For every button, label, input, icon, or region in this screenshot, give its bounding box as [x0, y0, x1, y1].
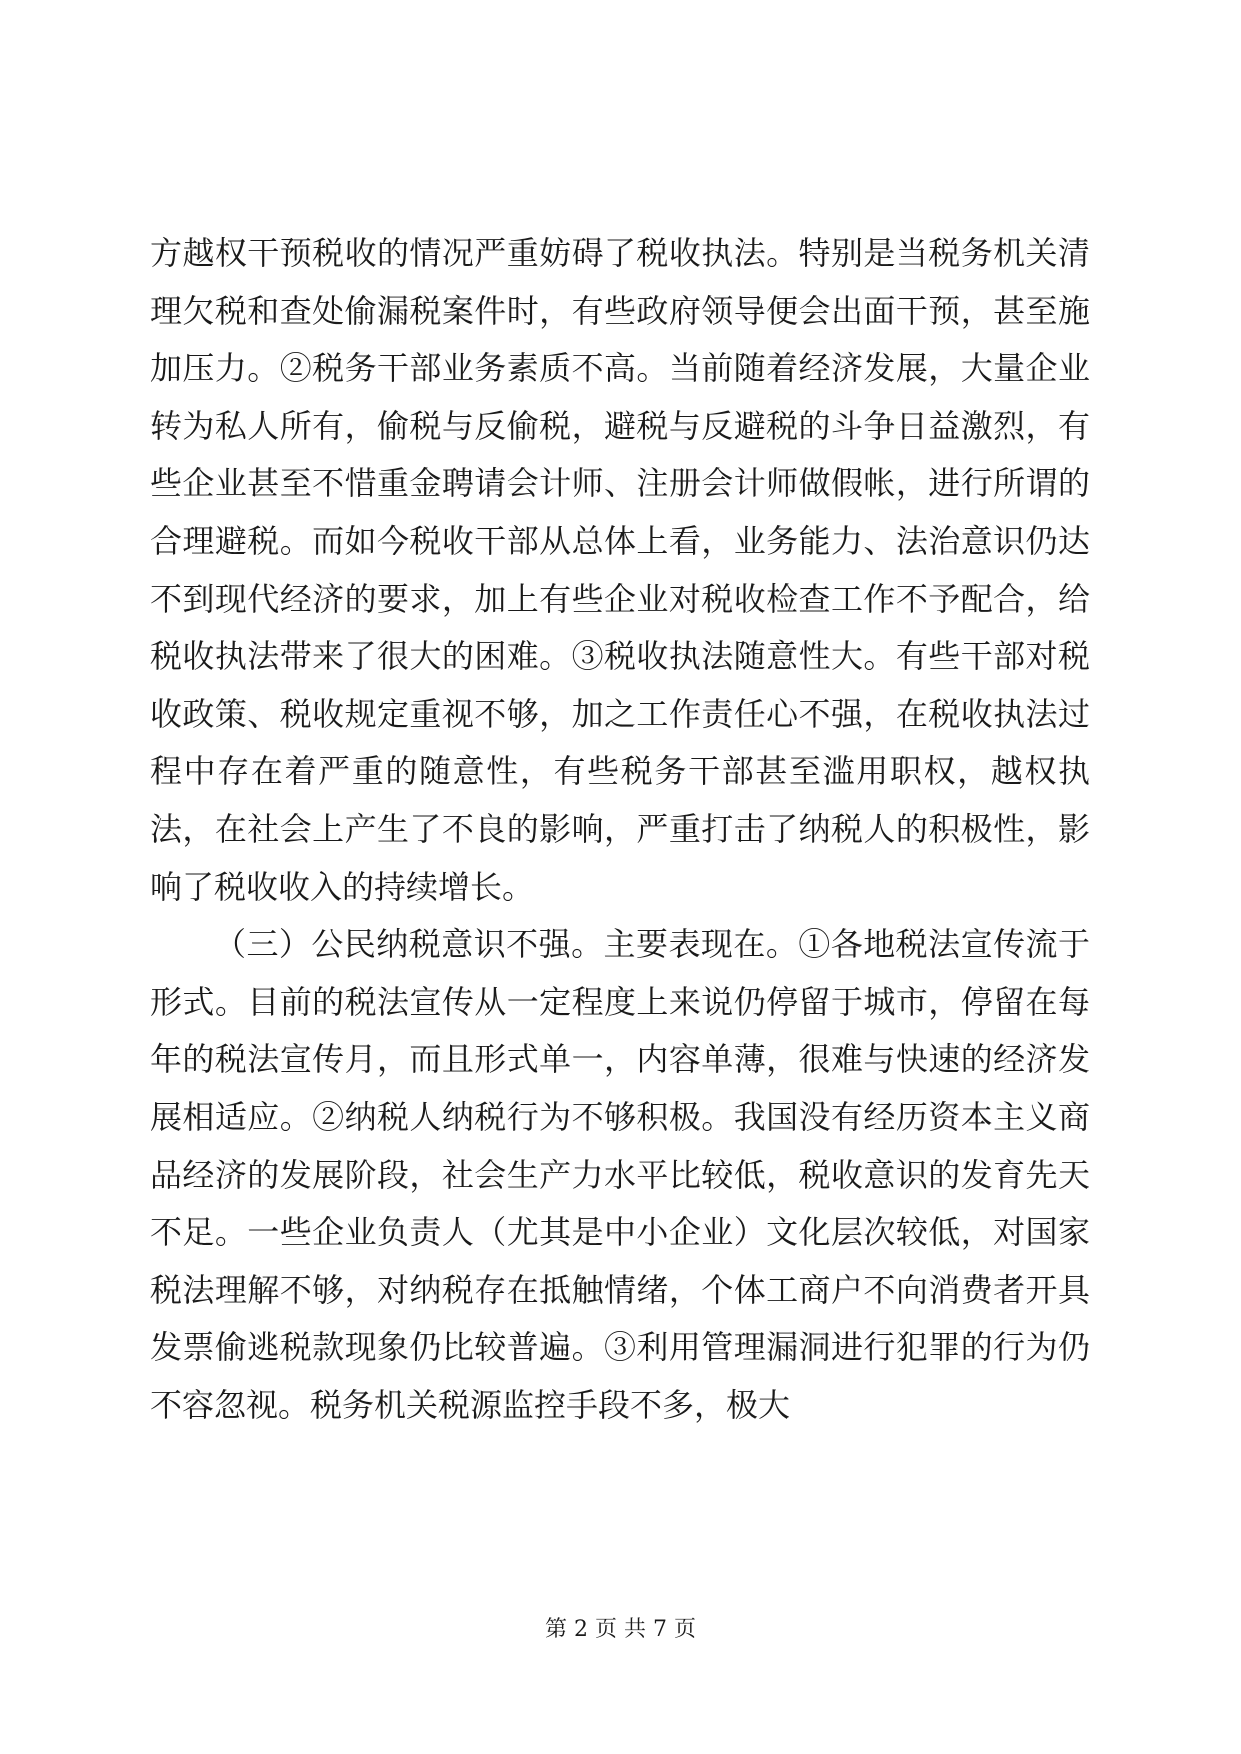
body-text: [150, 225, 1090, 1434]
page-footer: 第 2 页 共 7 页: [545, 1617, 696, 1642]
paragraph-2: （三）公民纳税意识不强。主要表现在。①各地税法宣传流于形式。目前的税法宣传从一定程度上来说仍停留于城市，停留在每年的税法宣传月，而且形式单一，内容单薄，很难与快速的经济发展相适应。②纳税人纳税行为不够积极。我国没有经历资本主义商品经济的发展阶段，社会生产力水平比较低，税收意识的发育先天不足。一些企业负责人（尤其是中小企业）文化层次较低，对国家税法理解不够，对纳税存在抵触情绪，个体工商户不向消费者开具发票偷逃税款现象仍比较普遍。③利用管理漏洞进行犯罪的行为仍不容忽视。税务机关税源监控手段不多，极大: [150, 925, 1090, 1424]
paragraph-1: 方越权干预税收的情况严重妨碍了税收执法。特别是当税务机关清理欠税和查处偷漏税案件时，有些政府领导便会出面干预，甚至施加压力。②税务干部业务素质不高。当前随着经济发展，大量企业转为私人所有，偷税与反偷税，避税与反避税的斗争日益激烈，有些企业甚至不惜重金聘请会计师、注册会计师做假帐，进行所谓的合理避税。而如今税收干部从总体上看，业务能力、法治意识仍达不到现代经济的要求，加上有些企业对税收检查工作不予配合，给税收执法带来了很大的困难。③税收执法随意性大。有些干部对税收政策、税收规定重视不够，加之工作责任心不强，在税收执法过程中存在着严重的随意性，有些税务干部甚至滥用职权，越权执法，在社会上产生了不良的影响，严重打击了纳税人的积极性，影响了税收收入的持续增长。: [150, 234, 1090, 906]
